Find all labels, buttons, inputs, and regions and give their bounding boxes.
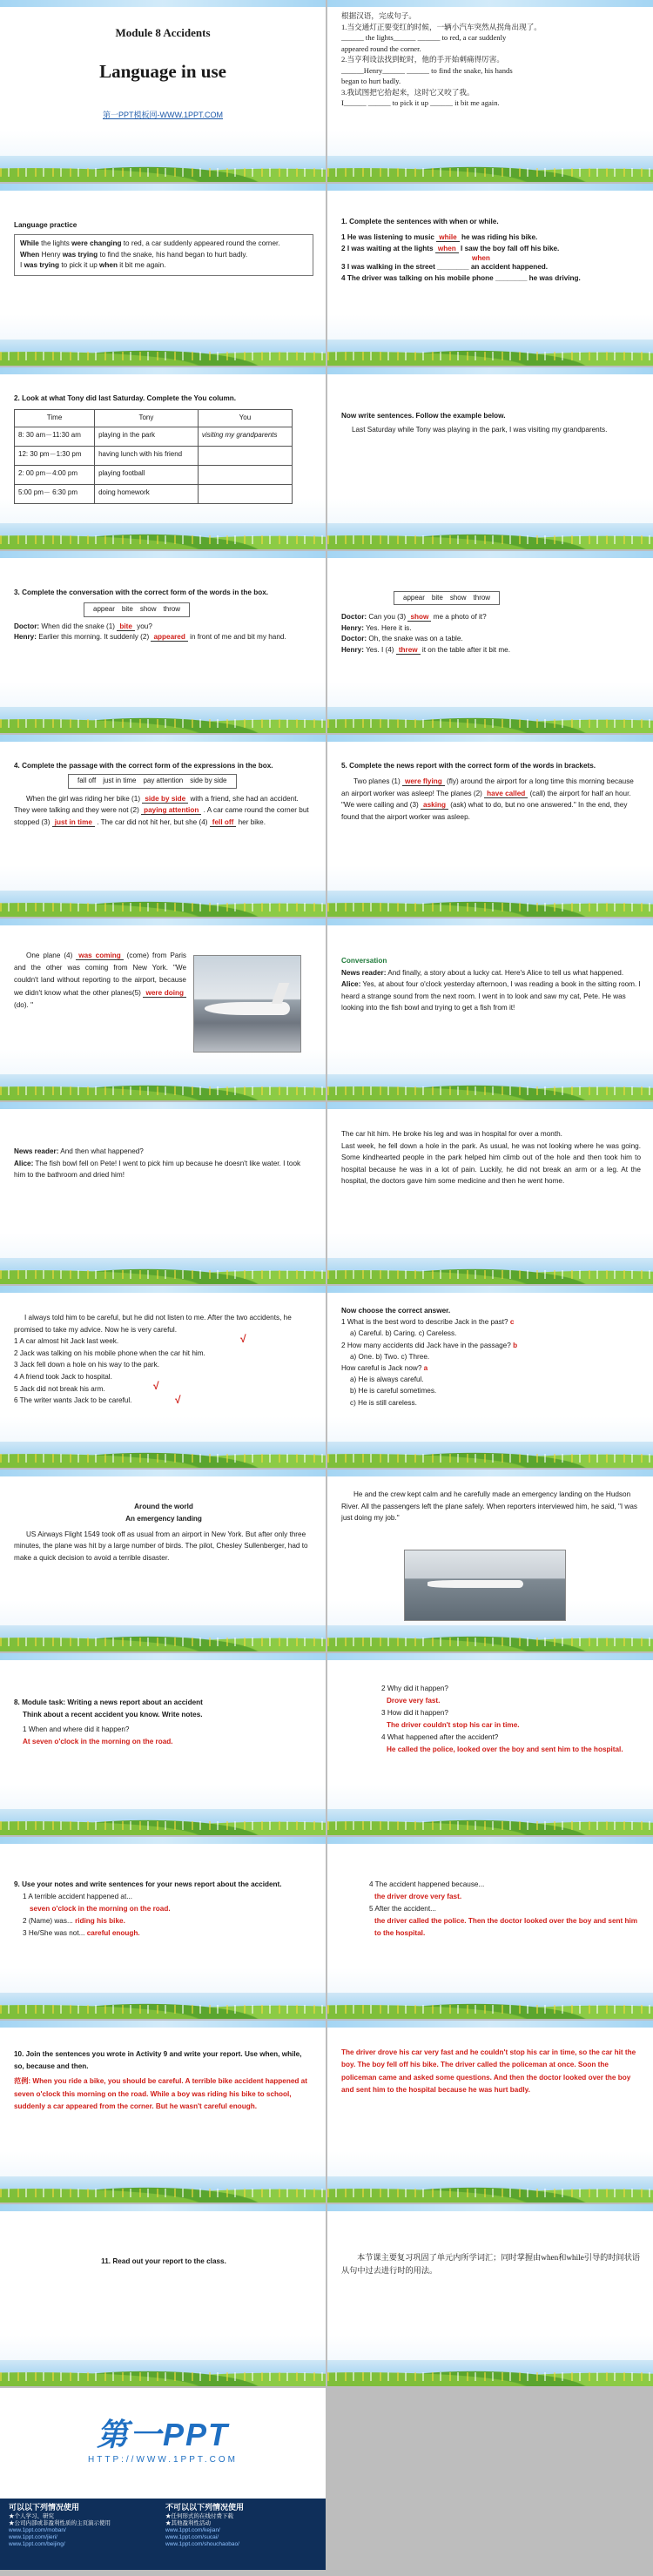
- slide-3[interactable]: [0, 184, 326, 366]
- exercise-title: 2. Look at what Tony did last Saturday. Complete the You column.: [14, 394, 237, 402]
- sky-band: [0, 1470, 326, 1476]
- grass-decoration: [0, 1809, 326, 1835]
- conversation-cat-2: [14, 1146, 313, 1181]
- section-title: Conversation: [341, 957, 387, 965]
- slide-23[interactable]: [0, 2021, 326, 2203]
- question-2: 2 How many accidents did Jack have in the passage? b: [341, 1341, 518, 1349]
- list-item: 5 Jack did not break his arm.: [14, 1384, 105, 1393]
- exercise-3-cn: 3.我试图把它拾起来，这时它又咬了我。: [341, 87, 475, 97]
- slide-26[interactable]: [327, 2204, 653, 2386]
- table-header: [15, 410, 293, 427]
- sentence-prompt: 3 He/She was not... careful enough.: [23, 1929, 140, 1937]
- sentence-4: 4 The driver was talking on his mobile phone ________ he was driving.: [341, 273, 581, 282]
- slide-7[interactable]: [0, 551, 326, 733]
- true-false-exercise: [14, 1312, 313, 1407]
- slide-21[interactable]: [0, 1837, 326, 2019]
- news-reader-line: News reader: And finally, a story about a lucky cat. Here's Alice to tell us what happened.: [341, 968, 624, 977]
- grass-decoration: [327, 1258, 653, 1284]
- dialogue-line: Henry: Earlier this morning. It suddenly (2) appeared in front of me and bit my hand.: [14, 633, 286, 642]
- sky-band: [0, 1102, 326, 1109]
- language-practice: [14, 220, 313, 276]
- slide-1[interactable]: [0, 0, 326, 182]
- footer-link[interactable]: www.1ppt.com/beijing/: [9, 2541, 65, 2547]
- grass-decoration: [327, 1993, 653, 2019]
- you-cell[interactable]: [198, 446, 292, 465]
- grass-decoration: [0, 1074, 326, 1100]
- dialogue-line: Doctor: Can you (3) show me a photo of it?: [341, 613, 487, 622]
- word-box: appear bite show throw: [84, 602, 190, 616]
- note-answer-4: He called the police, looked over the boy and sent him to the hospital.: [387, 1745, 623, 1753]
- question-1: 1 What is the best word to describe Jack in the past? c: [341, 1318, 515, 1327]
- note-question-2: 2 Why did it happen?: [381, 1685, 448, 1692]
- alice-line: Alice: The fish bowl fell on Pete! I went to pick him up because he doesn't like water. I took him to the bathroom and dried him!: [14, 1159, 301, 1180]
- grass-decoration: [327, 2176, 653, 2203]
- sentence-prompt: 4 The accident happened because...: [369, 1880, 485, 1888]
- exercise-1-en-cont: appeared round the corner.: [341, 44, 421, 53]
- usage-terms-panel: [0, 2499, 326, 2570]
- slide-24[interactable]: [327, 2021, 653, 2203]
- word-box: appear bite show throw: [394, 591, 500, 605]
- sentence-1: 1 He was listening to music while he was riding his bike.: [341, 233, 538, 242]
- article-continued: He and the crew kept calm and he carefully made an emergency landing on the Hudson River. All the passengers left the plane safely. When reporters interviewed him, he said, "I was just doing my job.": [341, 1490, 637, 1523]
- conversation-cat: [341, 955, 641, 1014]
- col-you: You: [198, 410, 292, 427]
- grass-decoration: [0, 891, 326, 917]
- exercise-2-en: ______Henry______ ______ to find the snake, his hands: [341, 65, 513, 75]
- write-sentences-task: [14, 1879, 313, 1940]
- note-answer-2: Drove very fast.: [387, 1697, 441, 1705]
- sentence-answer: seven o'clock in the morning on the road.: [30, 1905, 171, 1913]
- footer-link[interactable]: www.1ppt.com/sucai/: [165, 2534, 219, 2540]
- practice-line-1: While the lights were changing to red, a car suddenly appeared round the corner.: [20, 239, 280, 248]
- slide-19[interactable]: [0, 1653, 326, 1835]
- footer-link[interactable]: www.1ppt.com/moban/: [9, 2527, 66, 2533]
- grass-decoration: [0, 1625, 326, 1651]
- passage-text: When the girl was riding her bike (1) side by side with a friend, she had an accident. They were talking and they were not (2) paying attention . A car came round the corner but stopped (3) just in time . The car did not hit her, but she (4) fell off her bike.: [14, 794, 309, 826]
- slide-25[interactable]: [0, 2204, 326, 2386]
- option: a) He is always careful.: [350, 1375, 424, 1384]
- grass-decoration: [327, 1809, 653, 1835]
- statement-list: [14, 1335, 313, 1407]
- sky-band: [327, 918, 653, 925]
- exercise-title: 1. Complete the sentences with when or while.: [341, 218, 499, 225]
- when-while-exercise: [341, 217, 641, 284]
- list-item: 1 A car almost hit Jack last week.: [14, 1337, 119, 1346]
- instruction: 根据汉语，完成句子。: [341, 11, 416, 20]
- grass-decoration: [327, 1074, 653, 1100]
- logo-url[interactable]: HTTP://WWW.1PPT.COM: [88, 2455, 238, 2465]
- chinese-exercise: [341, 10, 641, 109]
- sky-band: [327, 551, 653, 558]
- multiple-choice: [341, 1305, 641, 1409]
- slide-2[interactable]: [327, 0, 653, 182]
- list-item: 4 A friend took Jack to hospital.: [14, 1372, 112, 1381]
- practice-box: [14, 234, 313, 275]
- sky-band: [0, 1286, 326, 1293]
- slide-12[interactable]: [327, 918, 653, 1100]
- col-tony: Tony: [95, 410, 199, 427]
- grass-decoration: [0, 523, 326, 549]
- table-row: 8: 30 am－11:30 am playing in the park visiting my grandparents: [15, 427, 293, 446]
- grass-decoration: [0, 2176, 326, 2203]
- slide-11[interactable]: [0, 918, 326, 1100]
- options-1: a) Careful. b) Caring. c) Careless.: [350, 1329, 457, 1338]
- conversation-continued: [341, 591, 641, 656]
- slide-14[interactable]: [327, 1102, 653, 1284]
- grass-decoration: [327, 156, 653, 182]
- sky-band: [327, 735, 653, 742]
- grass-decoration: [0, 340, 326, 366]
- grass-decoration: [327, 891, 653, 917]
- sky-band: [327, 2021, 653, 2028]
- check-mark-icon: √: [153, 1380, 159, 1393]
- task-title: 9. Use your notes and write sentences for your news report about the accident.: [14, 1880, 282, 1888]
- practice-line-2: When Henry was trying to find the snake, his hand began to hurt badly.: [20, 250, 248, 259]
- sky-band: [327, 367, 653, 374]
- alice-line: Alice: Yes, at about four o'clock yesterday afternoon, I was reading a book in the sitting room. I heard a strange sound from the next room. I went in to look and saw my cat, Pete. He was looking into the fish bowl and trying to get a fish from it!: [341, 980, 641, 1012]
- col-time: Time: [15, 410, 95, 427]
- slide-6[interactable]: [327, 367, 653, 549]
- grass-decoration: [0, 156, 326, 182]
- article-title: An emergency landing: [125, 1514, 202, 1523]
- sky-band: [0, 1837, 326, 1844]
- sample-report-continued: The driver drove his car very fast and he couldn't stop his car in time, so the car hit the boy. The boy fell off his bike. The driver called the policeman at once. Soon the policeman came and asked some questions. And then the doctor looked over the boy and sent him to the hospital because he was hurt badly.: [341, 2048, 636, 2095]
- exercise-1-cn: 1.当交通灯正要变红的时候，一辆小汽车突然从拐角出现了。: [341, 22, 542, 31]
- task-title: 10. Join the sentences you wrote in Activity 9 and write your report. Use when, while, so, because and then.: [14, 2050, 302, 2071]
- list-item: 2 Jack was talking on his mobile phone when the car hit him.: [14, 1349, 205, 1357]
- example-sentence: Last Saturday while Tony was playing in the park, I was visiting my grandparents.: [352, 426, 608, 434]
- passage-exercise: [14, 761, 313, 828]
- grass-decoration: [327, 1625, 653, 1651]
- slide-18[interactable]: [327, 1470, 653, 1651]
- slide-27[interactable]: [0, 2388, 326, 2570]
- sky-band: [327, 0, 653, 7]
- sentence-prompt: 5 After the accident...: [369, 1905, 436, 1913]
- intro-text: I always told him to be careful, but he did not listen to me. After the two accidents, he promised to take my advice. Now he is very careful.: [14, 1314, 292, 1334]
- dialogue-line: Henry: Yes. I (4) threw it on the table after it bit me.: [341, 645, 510, 654]
- sample-report: 范例: When you ride a bike, you should be careful. A terrible bike accident happened at seven o'clock this morning on the road. While a boy was riding his bike to school, suddenly a car appeared from the corner. But he wasn't careful enough.: [14, 2077, 307, 2110]
- note-question-3: 3 How did it happen?: [381, 1709, 448, 1717]
- lesson-summary: 本节课主要复习巩固了单元内所学词汇；同时掌握由when和while引导的时间状语从句中过去进行时的用法。: [341, 2253, 641, 2275]
- sentences-continued: [369, 1879, 641, 1940]
- news-report-text: Two planes (1) were flying (fly) around the airport for a long time this morning because an airport worker was asleep! The planes (2) have called (call) the airport for half an hour. "We were calling and (3) asking (ask) what to do, but no one answered." In the end, they found that the airport worker was asleep.: [341, 777, 634, 821]
- sky-band: [0, 2021, 326, 2028]
- report-writing: [14, 2048, 313, 2113]
- sentence-answer: the driver drove very fast.: [374, 1893, 462, 1900]
- option: b) He is careful sometimes.: [350, 1387, 437, 1396]
- write-sentences: [341, 411, 641, 436]
- slide-17[interactable]: [0, 1470, 326, 1651]
- schedule-exercise: [14, 393, 313, 504]
- list-item: 6 The writer wants Jack to be careful.: [14, 1396, 132, 1405]
- note-answer-1: At seven o'clock in the morning on the road.: [23, 1738, 173, 1745]
- section-title: Around the world: [134, 1503, 193, 1510]
- emergency-landing: [14, 1501, 313, 1564]
- slide-22[interactable]: [327, 1837, 653, 2019]
- sky-band: [327, 1286, 653, 1293]
- task-subtitle: Think about a recent accident you know. Write notes.: [23, 1711, 203, 1718]
- options-2: a) One. b) Two. c) Three.: [350, 1352, 430, 1361]
- answer-3: when: [472, 254, 490, 263]
- sentence-prompt: 2 (Name) was... riding his bike.: [23, 1917, 125, 1925]
- site-link[interactable]: 第一PPT模板网-WWW.1PPT.COM: [103, 111, 223, 119]
- module-task: [14, 1697, 313, 1748]
- exercise-title: Now write sentences. Follow the example below.: [341, 412, 506, 420]
- note-question-4: 4 What happened after the accident?: [381, 1733, 499, 1741]
- table-row: 2: 00 pm－4:00 pm playing football: [15, 465, 293, 484]
- slide-10[interactable]: [327, 735, 653, 917]
- sky-band: [0, 184, 326, 191]
- grass-decoration: [0, 2360, 326, 2386]
- grass-decoration: [0, 1258, 326, 1284]
- note-question-1: 1 When and where did it happen?: [23, 1725, 130, 1733]
- question-3: How careful is Jack now? a: [341, 1364, 428, 1373]
- news-report-exercise: [341, 761, 641, 823]
- task-title: 11. Read out your report to the class.: [101, 2257, 226, 2265]
- sky-band: [0, 0, 326, 7]
- task-title: 8. Module task: Writing a news report about an accident: [14, 1698, 203, 1706]
- practice-line-3: I was trying to pick it up when it bit me again.: [20, 261, 166, 270]
- not-allowed-column: 不可以以下列情况使用 ★任何形式的在线付费下载 ★其他盈利性活动 www.1ppt.com/kejian/ www.1ppt.com/sucai/ www.1ppt.com/shouchaobao/: [165, 2504, 313, 2548]
- airplane-icon: [427, 1580, 523, 1589]
- sky-band: [327, 1653, 653, 1660]
- article-text: US Airways Flight 1549 took off as usual from an airport in New York. But after only three minutes, the plane was hit by a large number of birds. The pilot, Chesley Sullenberger, had to make a quick decision to avoid a terrible disaster.: [14, 1530, 308, 1563]
- grass-decoration: [0, 1442, 326, 1468]
- check-mark-icon: √: [175, 1394, 181, 1407]
- grass-decoration: [327, 523, 653, 549]
- footer-link[interactable]: www.1ppt.com/kejian/: [165, 2527, 220, 2533]
- planes-passage: One plane (4) was coming (come) from Paris and the other was coming from New York. "We couldn't land without reporting to the airport, because we didn't know what the other planes(5) were doing (do). ": [14, 952, 186, 1009]
- exercise-title: 3. Complete the conversation with the correct form of the words in the box.: [14, 589, 269, 596]
- sky-band: [327, 184, 653, 191]
- exercise-3-en: I______ ______ to pick it up ______ it bit me again.: [341, 98, 500, 107]
- grass-decoration: [327, 1442, 653, 1468]
- footer-link[interactable]: www.1ppt.com/jieri/: [9, 2534, 57, 2540]
- note-answer-3: The driver couldn't stop his car in time.: [387, 1721, 520, 1729]
- sky-band: [327, 1470, 653, 1476]
- option: c) He is still careless.: [350, 1398, 417, 1407]
- sky-band: [327, 2204, 653, 2211]
- sky-band: [327, 1837, 653, 1844]
- sky-band: [0, 1653, 326, 1660]
- sky-band: [0, 918, 326, 925]
- slide-title: Language in use: [99, 61, 226, 82]
- sky-band: [0, 551, 326, 558]
- table-row: 12: 30 pm－1:30 pm having lunch with his friend: [15, 446, 293, 465]
- you-cell[interactable]: [198, 484, 292, 503]
- table-row: 5:00 pm－ 6:30 pm doing homework: [15, 484, 293, 503]
- grass-decoration: [327, 2360, 653, 2386]
- dialogue-line: Henry: Yes. Here it is.: [341, 623, 412, 632]
- sentence-2: 2 I was waiting at the lights when I saw the boy fall off his bike.: [341, 244, 560, 252]
- river-landing-photo: [404, 1550, 566, 1621]
- notes-continued: [381, 1683, 641, 1756]
- allowed-column: 可以以下列情况使用 ★个人学习、研究 ★公司内部或非盈利性质的主页演示使用 www.1ppt.com/moban/ www.1ppt.com/jieri/ www.1ppt.com/beijing/: [9, 2504, 157, 2548]
- slide-5[interactable]: [0, 367, 326, 549]
- airplane-photo: [193, 955, 301, 1053]
- sky-band: [327, 1102, 653, 1109]
- news-reader-line: News reader: And then what happened?: [14, 1147, 144, 1155]
- slide-15[interactable]: [0, 1286, 326, 1468]
- check-mark-icon: √: [240, 1333, 246, 1346]
- dialogue-line: Doctor: When did the snake (1) bite you?: [14, 622, 152, 630]
- grass-decoration: [327, 340, 653, 366]
- expression-box: fall off just in time pay attention side by side: [68, 774, 237, 788]
- sky-band: [0, 367, 326, 374]
- sentence-prompt: 1 A terrible accident happened at...: [23, 1893, 133, 1900]
- sentence-answer: the driver called the police. Then the doctor looked over the boy and sent him to the hospital.: [374, 1917, 638, 1937]
- grass-decoration: [327, 707, 653, 733]
- slide-20[interactable]: [327, 1653, 653, 1835]
- conversation-exercise: [14, 588, 313, 643]
- slide-4[interactable]: [327, 184, 653, 366]
- slide-16[interactable]: [327, 1286, 653, 1468]
- exercise-1-en: ______ the lights______ ______ to red, a car suddenly: [341, 33, 507, 42]
- footer-link[interactable]: www.1ppt.com/shouchaobao/: [165, 2541, 239, 2547]
- module-title: Module 8 Accidents: [115, 26, 211, 39]
- list-item: 3 Jack fell down a hole on his way to the park.: [14, 1361, 160, 1369]
- section-title: Language practice: [14, 221, 77, 229]
- jack-passage: The car hit him. He broke his leg and was in hospital for over a month. Last week, he fell down a hole in the park. As usual, he was not looking where he was going. Some kindhearted people in the park helped him climb out of the hole and then took him to hospital because he was in a lot of pain. Luckily, he did not break an arm or a leg. At the hospital, the doctors gave him some medicine and then he went home.: [341, 1130, 641, 1186]
- exercise-title: 5. Complete the news report with the correct form of the words in brackets.: [341, 762, 596, 770]
- exercise-title: 4. Complete the passage with the correct form of the expressions in the box.: [14, 762, 273, 770]
- grass-decoration: [0, 707, 326, 733]
- sky-band: [0, 2204, 326, 2211]
- slide-13[interactable]: [0, 1102, 326, 1284]
- dialogue-line: Doctor: Oh, the snake was on a table.: [341, 635, 463, 643]
- ppt-logo: 第一PPT HTTP://WWW.1PPT.COM: [0, 2411, 326, 2465]
- exercise-2-en-cont: began to hurt badly.: [341, 77, 401, 85]
- slide-8[interactable]: [327, 551, 653, 733]
- schedule-table: [14, 409, 293, 503]
- grass-decoration: [0, 1993, 326, 2019]
- exercise-2-cn: 2.当亨利设法找到蛇时，他的手开始刺痛得厉害。: [341, 55, 504, 64]
- sky-band: [0, 735, 326, 742]
- slide-9[interactable]: [0, 735, 326, 917]
- you-cell[interactable]: [198, 465, 292, 484]
- exercise-title: Now choose the correct answer.: [341, 1307, 451, 1315]
- sentence-3: 3 I was walking in the street ________ an accident happened.: [341, 263, 549, 272]
